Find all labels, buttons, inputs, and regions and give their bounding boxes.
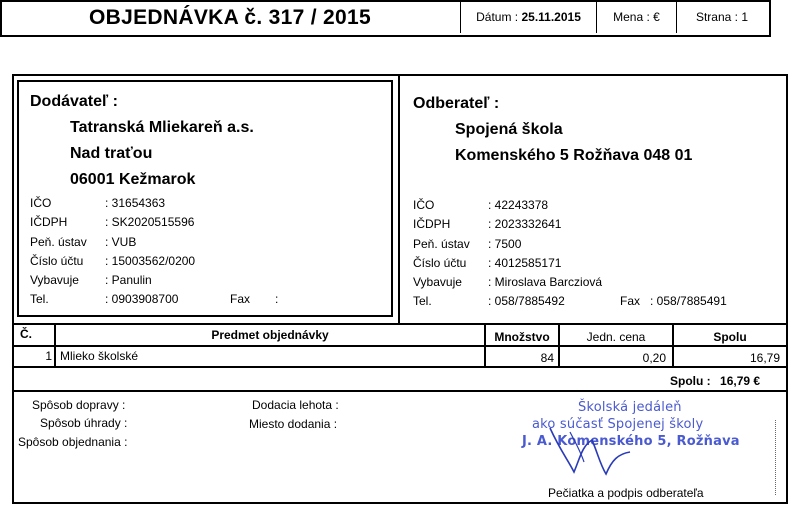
supplier-field-icdph-value: SK2020515596 [111, 215, 195, 229]
supplier-city: 06001 Kežmarok [70, 171, 196, 188]
stamp-line-2: ako súčasť Spojenej školy [532, 417, 704, 432]
customer-field-phone-label: Tel. [413, 294, 432, 308]
supplier-field-icdph-label: IČDPH [30, 215, 68, 229]
supplier-field-phone-value: 0903908700 [111, 292, 179, 306]
supplier-street: Nad traťou [70, 145, 153, 162]
delivery-method-label: Spôsob dopravy : [32, 398, 126, 412]
row-no: 1 [45, 349, 52, 363]
supplier-field-account-label: Číslo účtu [30, 254, 84, 268]
delivery-place-label: Miesto dodania : [249, 417, 338, 431]
customer-address: Komenského 5 Rožňava 048 01 [455, 147, 693, 164]
date-value: 25.11.2015 [521, 10, 581, 24]
supplier-name: Tatranská Mliekareň a.s. [70, 119, 254, 136]
sum-label: Spolu : [670, 374, 711, 388]
sum-value: 16,79 € [720, 374, 761, 388]
stamp-line-3: J. A. Komenského 5, Rožňava [522, 434, 740, 449]
sum-row [670, 374, 760, 388]
customer-field-contact-value: Miroslava Barcziová [494, 275, 603, 289]
supplier-field-bank-label: Peň. ústav [30, 235, 87, 249]
school-stamp [500, 400, 750, 460]
customer-fax-label: Fax [620, 294, 641, 308]
customer-field-contact-label: Vybavuje [413, 275, 462, 289]
delivery-term-label: Dodacia lehota : [252, 398, 339, 412]
stamp-line-1: Školská jedáleň [578, 400, 682, 415]
signature-dotted-edge [775, 420, 776, 495]
document-header [0, 0, 771, 37]
th-qty: Množstvo [494, 330, 550, 344]
date-cell [460, 0, 596, 33]
customer-field-account-label: Číslo účtu [413, 256, 467, 270]
payment-method-label: Spôsob úhrady : [40, 416, 128, 430]
row-unit-price: 0,20 [642, 351, 666, 365]
currency-value: € [653, 10, 660, 24]
table-row [12, 347, 788, 366]
supplier-field-phone-label: Tel. [30, 292, 49, 306]
supplier-field-ico-label: IČO [30, 196, 52, 210]
signature-caption: Pečiatka a podpis odberateľa [548, 486, 704, 500]
customer-fax-value: 058/7885491 [656, 294, 727, 308]
currency-label: Mena : [613, 10, 650, 24]
party-divider [398, 76, 400, 323]
row-total: 16,79 [749, 351, 780, 365]
customer-field-phone-value: 058/7885492 [494, 294, 565, 308]
order-method-label: Spôsob objednania : [18, 435, 128, 449]
supplier-field-contact-value: Panulin [111, 273, 152, 287]
supplier-field-ico-value: 31654363 [111, 196, 166, 210]
supplier-field-bank-value: VUB [111, 235, 137, 249]
supplier-title: Dodávateľ : [30, 93, 118, 110]
customer-field-account-value: 4012585171 [494, 256, 562, 270]
page-value: 1 [741, 10, 749, 24]
customer-field-bank-value: 7500 [494, 237, 522, 251]
supplier-fax-label: Fax [230, 292, 251, 306]
th-no: Č. [20, 327, 32, 341]
customer-title: Odberateľ : [413, 95, 500, 112]
page-cell [676, 0, 767, 33]
row-qty: 84 [540, 351, 554, 365]
supplier-field-contact-label: Vybavuje [30, 273, 79, 287]
row-item: Mlieko školské [60, 349, 139, 363]
customer-field-ico-value: 42243378 [494, 198, 549, 212]
date-label: Dátum : [476, 10, 519, 24]
order-title: OBJEDNÁVKA č. 317 / 2015 [89, 6, 371, 29]
customer-field-ico-label: IČO [413, 198, 435, 212]
th-unit-price: Jedn. cena [586, 330, 646, 344]
customer-field-icdph-value: 2023332641 [494, 217, 562, 231]
currency-cell [596, 0, 676, 33]
customer-name: Spojená škola [455, 121, 563, 138]
supplier-field-account-value: 15003562/0200 [111, 254, 196, 268]
th-total: Spolu [713, 330, 747, 344]
signature-scribble [540, 420, 660, 480]
table-sum-border [12, 390, 788, 392]
customer-field-bank-label: Peň. ústav [413, 237, 470, 251]
customer-field-icdph-label: IČDPH [413, 217, 451, 231]
page-label: Strana : [695, 10, 738, 24]
th-item: Predmet objednávky [211, 328, 329, 342]
